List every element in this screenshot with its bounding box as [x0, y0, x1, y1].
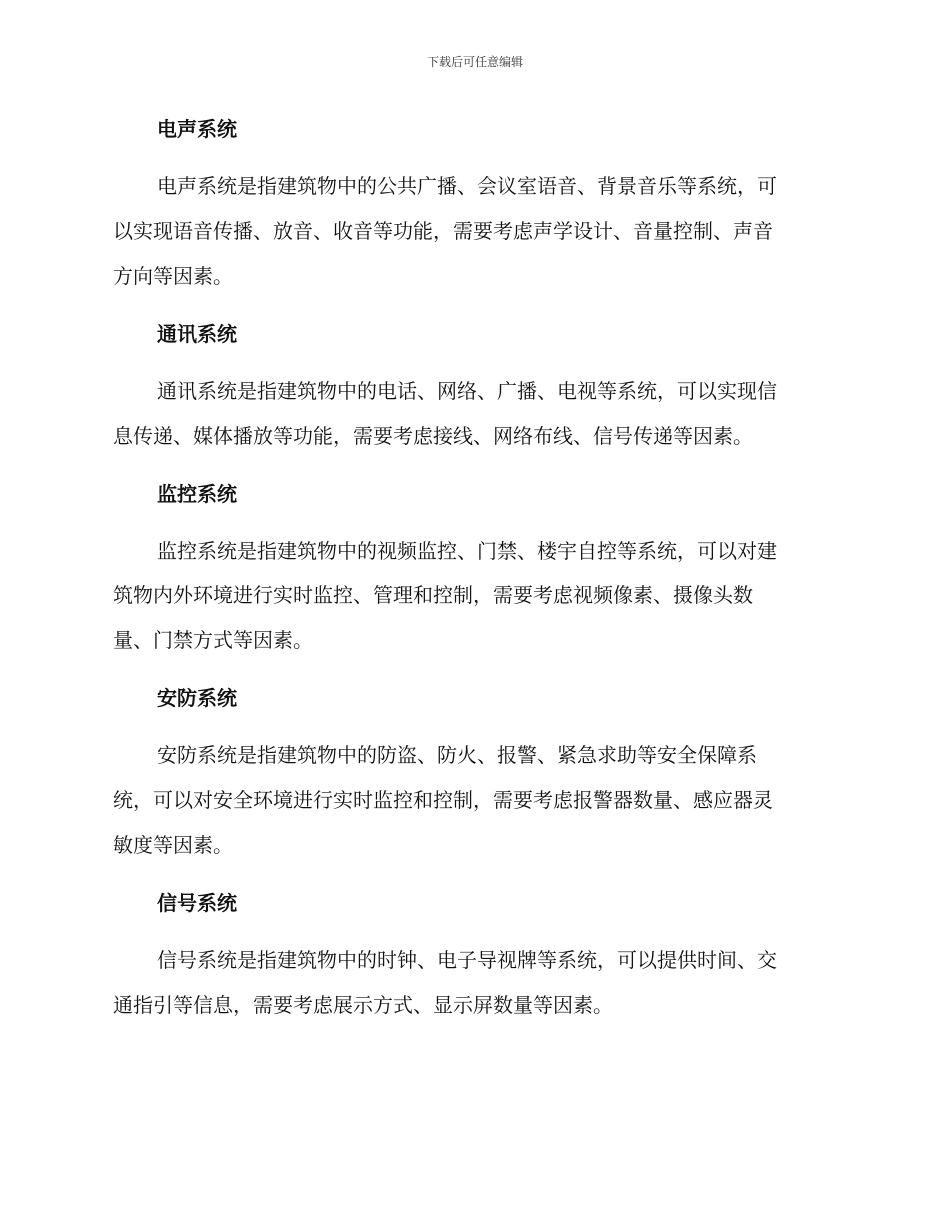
paragraph-line: 方向等因素。 — [113, 264, 233, 288]
paragraph-line: 信号系统是指建筑物中的时钟、电子导视牌等系统，可以提供时间、交 — [157, 948, 777, 972]
paragraph-line: 统，可以对安全环境进行实时监控和控制，需要考虑报警器数量、感应器灵 — [113, 788, 773, 812]
section-heading-security: 安防系统 — [157, 686, 237, 710]
paragraph-line: 通指引等信息，需要考虑展示方式、显示屏数量等因素。 — [113, 993, 613, 1017]
paragraph-line: 安防系统是指建筑物中的防盗、防火、报警、紧急求助等安全保障系 — [157, 743, 757, 767]
paragraph-line: 电声系统是指建筑物中的公共广播、会议室语音、背景音乐等系统，可 — [157, 174, 777, 198]
page-header: 下载后可任意编辑 — [426, 55, 523, 69]
section-heading-electroacoustic: 电声系统 — [157, 117, 237, 141]
paragraph-line: 筑物内外环境进行实时监控、管理和控制，需要考虑视频像素、摄像头数 — [113, 583, 753, 607]
section-heading-communication: 通讯系统 — [157, 322, 237, 346]
paragraph-line: 以实现语音传播、放音、收音等功能，需要考虑声学设计、音量控制、声音 — [113, 219, 773, 243]
paragraph-line: 通讯系统是指建筑物中的电话、网络、广播、电视等系统，可以实现信 — [157, 379, 777, 403]
section-heading-signal: 信号系统 — [157, 891, 237, 915]
paragraph-line: 量、门禁方式等因素。 — [113, 628, 313, 652]
paragraph-line: 息传递、媒体播放等功能，需要考虑接线、网络布线、信号传递等因素。 — [113, 424, 753, 448]
paragraph-line: 敏度等因素。 — [113, 833, 233, 857]
paragraph-line: 监控系统是指建筑物中的视频监控、门禁、楼宇自控等系统，可以对建 — [157, 539, 777, 563]
section-heading-monitoring: 监控系统 — [157, 482, 237, 506]
